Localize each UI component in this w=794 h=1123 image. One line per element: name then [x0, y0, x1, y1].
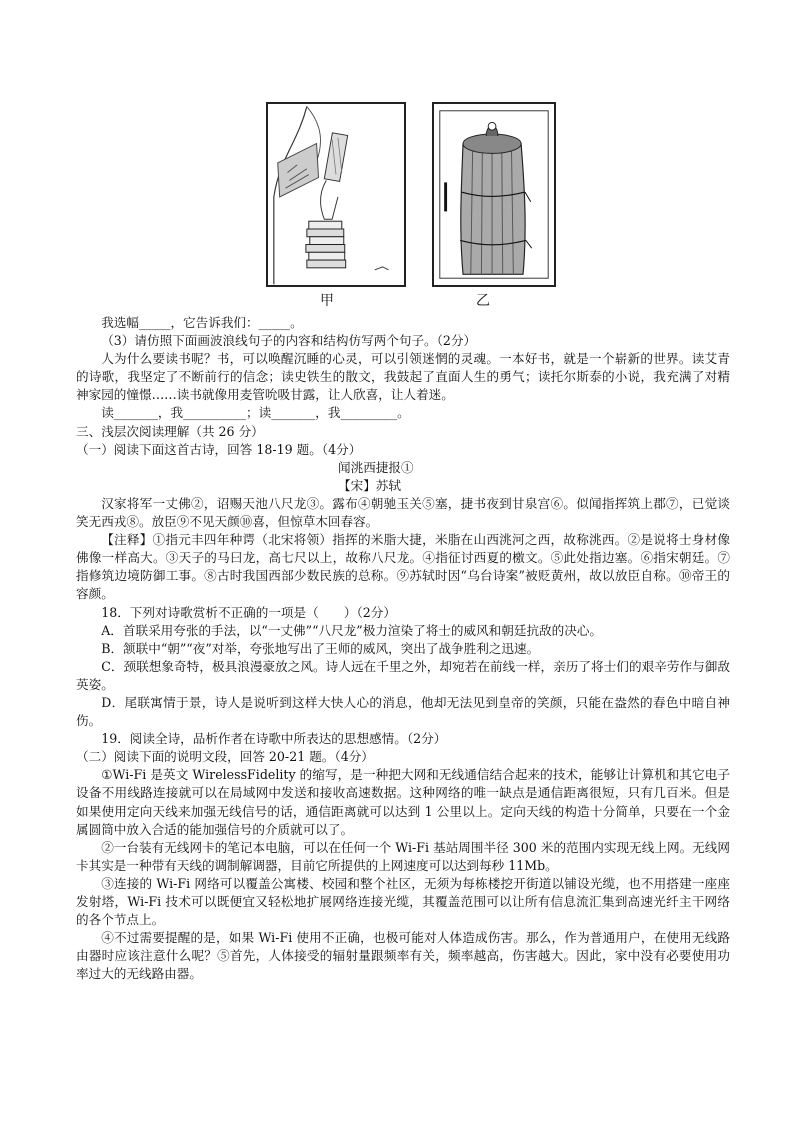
figure-left-drawing — [268, 104, 404, 285]
figure-left-caption: 甲 — [320, 293, 334, 309]
wifi-paragraph-4: ④不过需要提醒的是，如果 Wi-Fi 使用不正确，也极可能对人体造成伤害。那么，作为普通用户，在使用无线路由器时应该注意什么呢？⑤首先，人体接受的辐射量跟频率有关，频率越高，伤害越大。因此，家中没有必要使用功率过大的无线路由器。 — [76, 930, 730, 982]
question-3-passage: 人为什么要读书呢？书，可以唤醒沉睡的心灵，可以引领迷惘的灵魂。一本好书，就是一个崭新的世界。读艾青的诗歌，我坚定了不断前行的信念；读史铁生的散文，我鼓起了直面人生的勇气；读托尔斯泰的小说，我充满了对精神家园的憧憬……读书就像用麦管吮吸甘露，让人欣喜，让人着迷。 — [76, 351, 730, 403]
wifi-paragraph-3: ③连接的 Wi-Fi 网络可以覆盖公寓楼、校园和整个社区，无须为每栋楼挖开街道以铺设光缆，也不用搭建一座座发射塔，Wi-Fi 技术可以既便宜又轻松地扩展网络连接光缆，其覆盖范围可以让所有信息流汇集到高速光纤主干网络的各个节点上。 — [76, 875, 730, 928]
question-18: 18．下列对诗歌赏析不正确的一项是（ ）（2分） — [101, 604, 396, 620]
section-3-heading: 三、浅层次阅读理解（共 26 分） — [76, 423, 264, 439]
section-3-part-2-heading: （二）阅读下面的说明文段，回答 20-21 题。（4分） — [76, 749, 374, 765]
question-19: 19．阅读全诗，品析作者在诗歌中所表达的思想感情。（2分） — [101, 731, 447, 747]
poem-body: 汉家将军一丈佛②，诏赐天池八尺龙③。露布④朝驰玉关⑤塞，捷书夜到甘泉宫⑥。似闻指挥筑上郡⑦，已觉谈笑无西戎⑧。放臣⑨不见天颜⑩喜，但惊草木回春容。 — [76, 495, 730, 530]
question-3-prompt: （3）请仿照下面画波浪线句子的内容和结构仿写两个句子。（2分） — [101, 333, 477, 349]
section-3-part-1-heading: （一）阅读下面这首古诗，回答 18-19 题。（4分） — [76, 441, 362, 457]
figure-right-caption: 乙 — [476, 293, 490, 309]
poem-notes: 【注释】①指元丰四年种谔（北宋将领）指挥的米脂大捷，米脂在山西洮河之西，故称洮西。②是说将士身材像佛像一样高大。③天子的马曰龙，高七尺以上，故称八尺龙。④指征讨西夏的檄文。⑤此处指边塞。⑥指宋朝廷。⑦指修筑边境防御工事。⑧古时我国西部少数民族的总称。⑨苏轼时因“乌台诗案”被贬黄州，故以放臣自称。⑩帝王的容颜。 — [76, 532, 730, 602]
wifi-paragraph-1: ①Wi-Fi 是英文 WirelessFidelity 的缩写，是一种把大网和无线通信结合起来的技术，能够让计算机和其它电子设备不用线路连接就可以在局域网中发送和接收高速数据。这种网络的唯一缺点是通信距离很短，只有几百米。但是如果使用定向天线来加强无线信号的话，通信距离就可以达到 1 公里以上。定向天线的构造十分简单，只要在一个金属圆筒中放入合适的能加强信号的介质就可以了。 — [76, 767, 730, 837]
figure-right-illustration — [432, 102, 556, 287]
figure-left-illustration — [266, 102, 406, 287]
question-18-option-b: B．颔联中“朝”“夜”对举，夸张地写出了王师的威风，突出了战争胜利之迅速。 — [101, 640, 540, 656]
question-18-option-a: A．首联采用夸张的手法，以“一丈佛”“八尺龙”极力渲染了将士的威风和朝廷抗敌的决心。 — [101, 622, 603, 638]
wifi-paragraph-2: ②一台装有无线网卡的笔记本电脑，可以在任何一个 Wi-Fi 基站周围半径 300 米的范围内实现无线上网。无线网卡其实是一种带有天线的调制解调器，目前它所提供的上网速度可以达到每秒 11Mb。 — [76, 839, 730, 873]
question-3-fill-line: 读_______，我__________；读_______，我_________。 — [101, 405, 410, 421]
figure-group — [266, 102, 556, 312]
poem-title: 闻洮西捷报① — [338, 459, 414, 475]
question-choose-picture: 我选幅_____，它告诉我们：_____。 — [101, 315, 303, 330]
question-18-option-d: D．尾联寓情于景，诗人是说听到这样大快人心的消息，他却无法见到皇帝的笑颜，只能在盎然的春色中暗自神伤。 — [76, 694, 730, 729]
poem-author: 【宋】苏轼 — [338, 477, 401, 493]
figure-right-drawing — [434, 104, 554, 285]
document-body — [76, 314, 730, 983]
question-18-option-c: C．颈联想象奇特，极具浪漫豪放之风。诗人远在千里之外，却宛若在前线一样，亲历了将士们的艰辛劳作与御敌英姿。 — [76, 658, 730, 692]
